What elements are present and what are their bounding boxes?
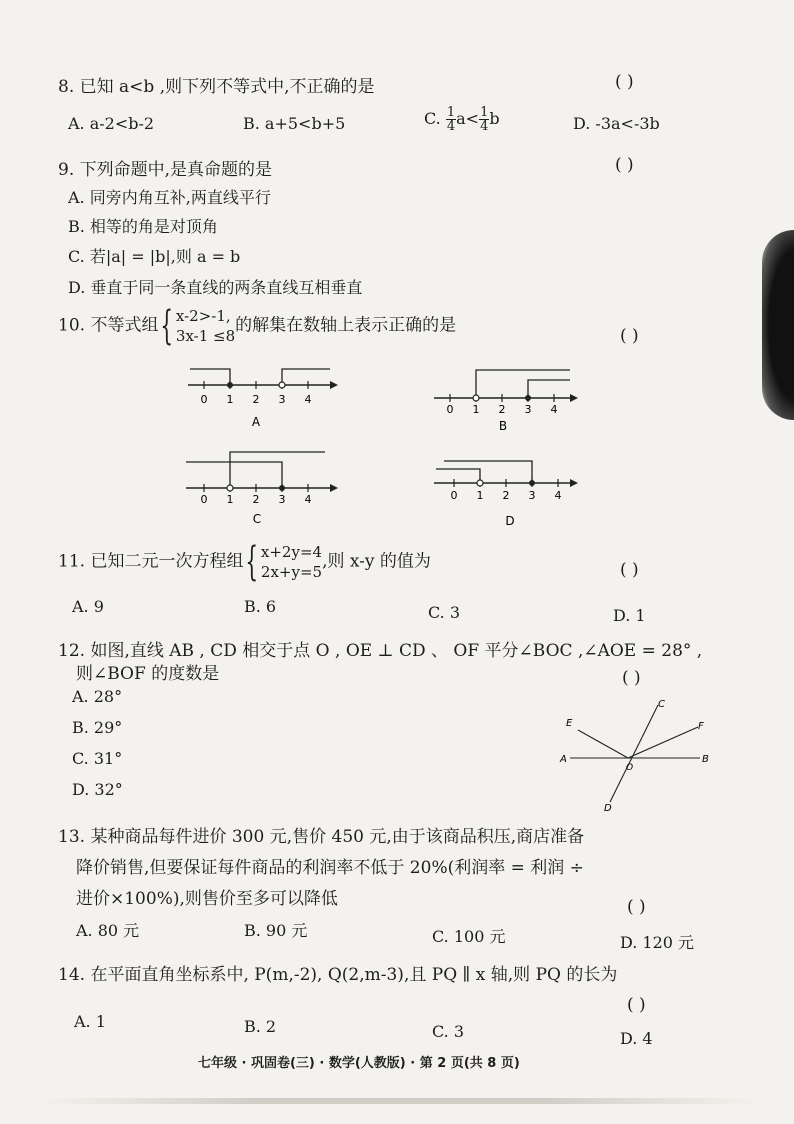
svg-text:B: B xyxy=(702,754,709,765)
svg-text:3: 3 xyxy=(524,403,532,416)
svg-text:D: D xyxy=(505,514,515,528)
svg-text:0: 0 xyxy=(200,493,208,506)
q12-option-c: C. 31° xyxy=(72,749,123,768)
q10-numberline-c xyxy=(180,445,350,527)
svg-text:0: 0 xyxy=(200,393,208,406)
line-cd xyxy=(610,705,658,802)
q12-option-b: B. 29° xyxy=(72,718,123,737)
q11-option-a: A. 9 xyxy=(72,597,104,616)
q14-answer-paren: ( ) xyxy=(627,995,646,1015)
q14-option-d: D. 4 xyxy=(620,1029,653,1048)
q9-option-b: B. 相等的角是对顶角 xyxy=(68,217,218,236)
svg-text:0: 0 xyxy=(446,403,454,416)
svg-text:O: O xyxy=(626,763,634,773)
q10-answer-paren: ( ) xyxy=(620,326,639,346)
q13-line-2: 降价销售,但要保证每件商品的利润率不低于 20%(利润率 = 利润 ÷ xyxy=(76,858,584,878)
svg-text:2: 2 xyxy=(502,489,510,502)
svg-text:2: 2 xyxy=(252,393,260,406)
q12-geometry-figure xyxy=(550,695,720,815)
q12-option-a: A. 28° xyxy=(72,687,123,706)
svg-text:2: 2 xyxy=(252,493,260,506)
svg-text:0: 0 xyxy=(450,489,458,502)
q10-numberline-a xyxy=(180,360,350,432)
q13-option-a: A. 80 元 xyxy=(76,921,140,940)
svg-text:A: A xyxy=(251,415,261,429)
q8-option-c: C. $\frac{1}{4}$ a< $\frac{1}{4}$ b xyxy=(424,105,500,134)
q13-answer-paren: ( ) xyxy=(627,897,646,917)
q11-option-b: B. 6 xyxy=(244,597,277,616)
svg-text:4: 4 xyxy=(304,493,312,506)
q10-numberline-b xyxy=(430,360,600,432)
svg-text:2: 2 xyxy=(498,403,506,416)
q12-option-d: D. 32° xyxy=(72,780,123,799)
svg-text:1: 1 xyxy=(226,493,234,506)
q14-option-c: C. 3 xyxy=(432,1022,465,1041)
svg-text:3: 3 xyxy=(278,393,286,406)
svg-text:3: 3 xyxy=(528,489,536,502)
svg-text:1: 1 xyxy=(472,403,480,416)
q9-option-d: D. 垂直于同一条直线的两条直线互相垂直 xyxy=(68,278,363,297)
q9-stem: 9. 下列命题中,是真命题的是 xyxy=(58,160,273,180)
svg-text:F: F xyxy=(698,721,704,732)
q10-numberline-d xyxy=(430,455,600,531)
page-footer: 七年级 · 巩固卷(三) · 数学(人教版) · 第 2 页(共 8 页) xyxy=(198,1056,520,1071)
svg-text:A: A xyxy=(560,754,567,765)
q10-stem: 10. 不等式组{ x-2>-1, 3x-1 ≤8 的解集在数轴上表示正确的是 xyxy=(58,303,457,349)
svg-text:4: 4 xyxy=(554,489,562,502)
q12-line-2: 则∠BOF 的度数是 xyxy=(76,664,220,684)
q11-option-c: C. 3 xyxy=(428,603,461,622)
q13-line-1: 13. 某种商品每件进价 300 元,售价 450 元,由于该商品积压,商店准备 xyxy=(58,827,585,847)
q8-option-a: A. a-2<b-2 xyxy=(68,114,155,133)
q9-answer-paren: ( ) xyxy=(615,155,634,175)
q14-option-b: B. 2 xyxy=(244,1017,277,1036)
q12-answer-paren: ( ) xyxy=(622,668,641,688)
q9-option-a: A. 同旁内角互补,两直线平行 xyxy=(68,188,271,207)
q14-option-a: A. 1 xyxy=(74,1012,106,1031)
q11-answer-paren: ( ) xyxy=(620,560,639,580)
svg-text:3: 3 xyxy=(278,493,286,506)
q8-stem: 8. 已知 a<b ,则下列不等式中,不正确的是 xyxy=(58,77,375,97)
svg-text:E: E xyxy=(566,718,573,729)
q12-line-1: 12. 如图,直线 AB , CD 相交于点 O , OE ⊥ CD 、 OF 平分∠BOC ,∠AOE = 28° , xyxy=(58,641,703,661)
ray-oe xyxy=(578,730,628,758)
q8-option-b: B. a+5<b+5 xyxy=(243,114,346,133)
q8-answer-paren: ( ) xyxy=(615,72,634,92)
ray-of xyxy=(628,727,698,758)
q11-option-d: D. 1 xyxy=(613,606,646,625)
q14-line-1: 14. 在平面直角坐标系中, P(m,-2), Q(2,m-3),且 PQ ∥ x 轴,则 PQ 的长为 xyxy=(58,965,618,985)
svg-text:C: C xyxy=(658,699,665,710)
q8-option-d: D. -3a<-3b xyxy=(573,114,660,133)
q11-stem: 11. 已知二元一次方程组{ x+2y=4 2x+y=5 ,则 x-y 的值为 xyxy=(58,539,431,585)
svg-text:1: 1 xyxy=(476,489,484,502)
q13-option-b: B. 90 元 xyxy=(244,921,308,940)
svg-text:C: C xyxy=(252,512,262,526)
svg-text:B: B xyxy=(498,419,508,432)
q9-option-c: C. 若|a| = |b|,则 a = b xyxy=(68,247,241,266)
svg-text:4: 4 xyxy=(304,393,312,406)
q13-line-3: 进价×100%),则售价至多可以降低 xyxy=(76,889,338,909)
q13-option-d: D. 120 元 xyxy=(620,933,695,952)
page-edge xyxy=(40,1098,760,1104)
svg-text:4: 4 xyxy=(550,403,558,416)
svg-text:1: 1 xyxy=(226,393,234,406)
scan-shadow xyxy=(762,230,794,420)
svg-text:D: D xyxy=(604,803,612,814)
q13-option-c: C. 100 元 xyxy=(432,927,506,946)
